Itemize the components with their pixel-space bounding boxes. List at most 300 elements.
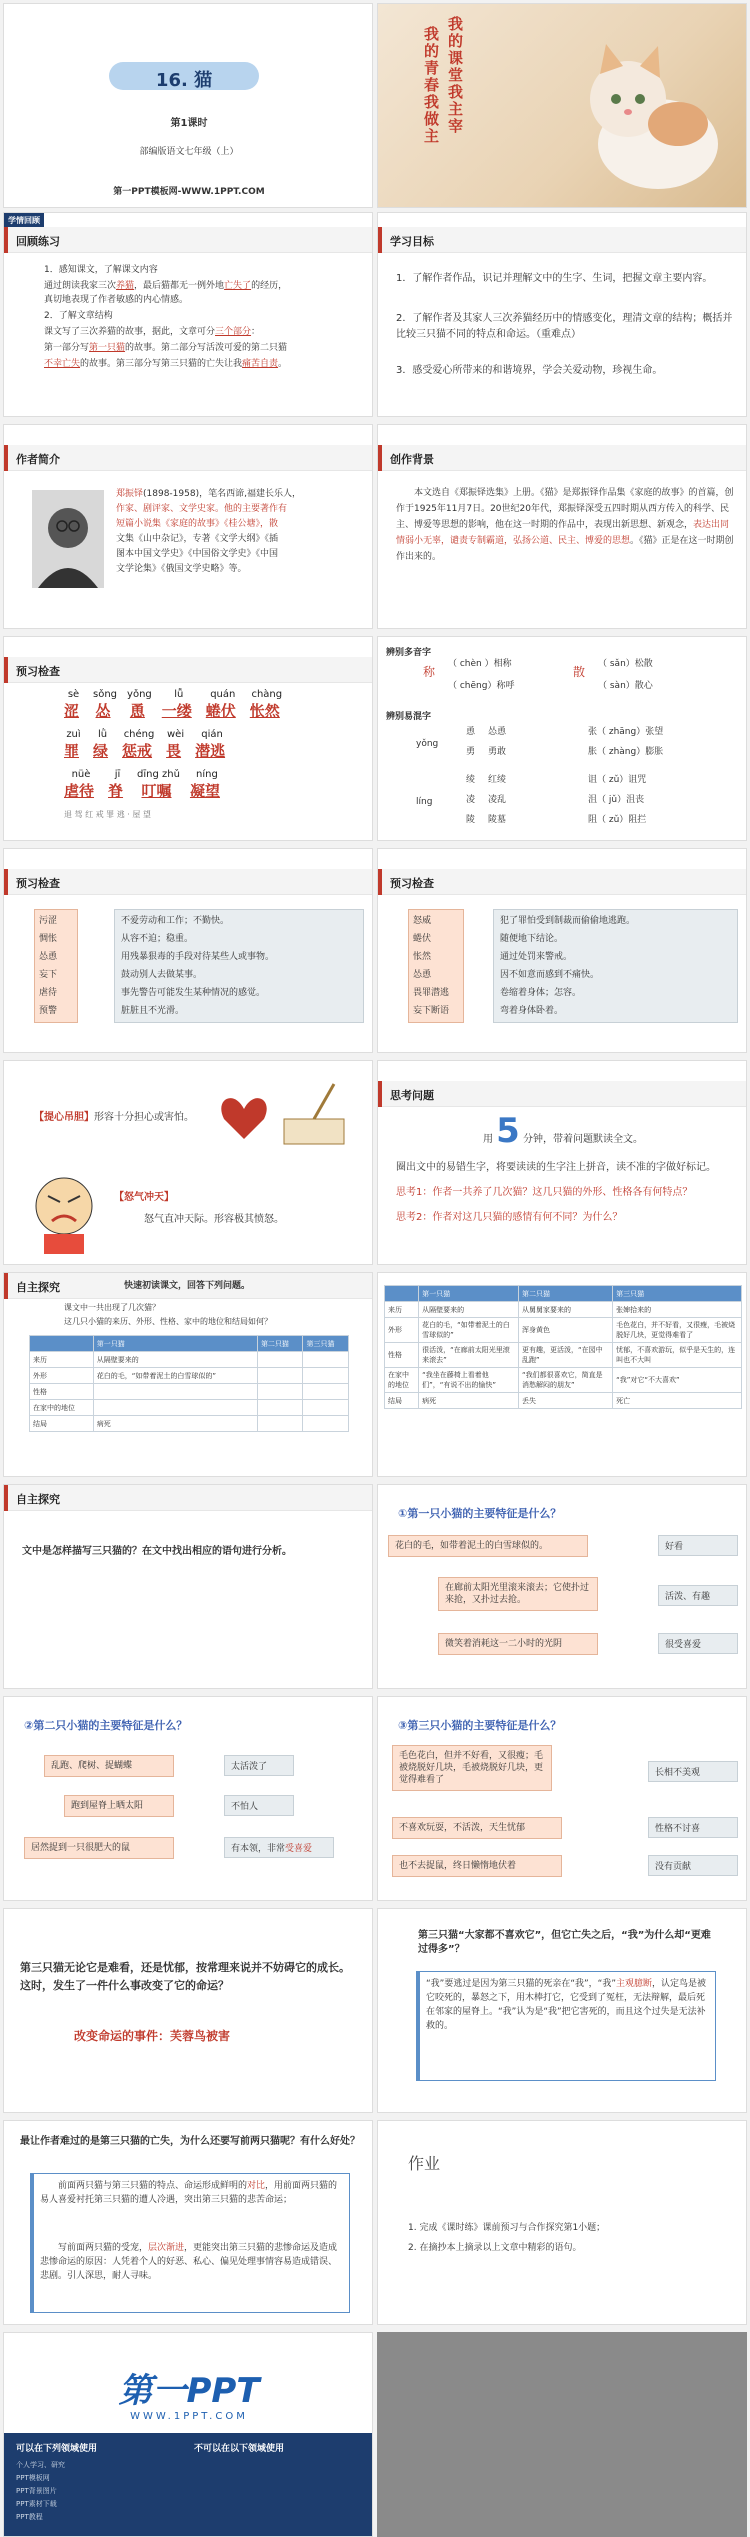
table-q1: 课文中一共出现了几次猫？ <box>64 1303 160 1312</box>
cat-eye-right <box>635 94 645 104</box>
column-header <box>385 1286 419 1302</box>
table-cell: 在家中的地位 <box>30 1400 94 1416</box>
tab-label: 学习目标 <box>390 235 434 248</box>
conf-py-ling: líng <box>416 797 433 807</box>
goal-1: 1．了解作者作品，识记并理解文中的生字、生词，把握文章主要内容。 <box>396 273 713 284</box>
cat-1-answer-3: 很受喜爱 <box>658 1633 738 1654</box>
text: 课文写了三次养猫的故事，据此，文章可分 <box>44 327 216 337</box>
match-left-list <box>408 909 464 1023</box>
text: 。 <box>278 359 288 369</box>
pinyin-cell <box>162 689 196 721</box>
pinyin-row <box>64 689 364 721</box>
cat-patch <box>648 102 708 146</box>
table-cell <box>257 1368 303 1384</box>
review-item-3: 真切地表现了作者敏感的内心情感。 <box>44 295 189 305</box>
cat-2-clue-1: 乱跑、爬树、捉蝴蝶 <box>44 1755 174 1777</box>
hanzi: 蜷伏 <box>205 702 236 720</box>
answer: 亡失了 <box>224 281 252 291</box>
table-cell: “我坐在藤椅上看着他们”，“有说不出的愉快” <box>419 1368 519 1393</box>
table-cell: 浑身黄色 <box>519 1318 613 1343</box>
table-cell: 忧郁，不喜欢游玩，似乎是天生的，连叫也不大叫 <box>613 1343 742 1368</box>
table-cell: 病死 <box>93 1416 257 1432</box>
match-word: 惆怅 <box>39 934 58 944</box>
table-cell <box>303 1352 349 1368</box>
brand-line: PPT教程 <box>16 2513 43 2521</box>
brand-line: 个人学习、研究 <box>16 2461 65 2469</box>
column-header: 第二只猫 <box>519 1286 613 1302</box>
tab-bar <box>378 445 746 471</box>
table-heading: 快速初读课文，回答下列问题。 <box>124 1281 251 1291</box>
can-use-title: 可以在下列领域使用 <box>16 2444 98 2454</box>
tab-polyphonic: 辨别多音字 <box>386 648 432 658</box>
conf-c3: 勇 <box>466 747 476 757</box>
pinyin: níng <box>196 769 218 780</box>
text: 短篇小说集《家庭的故事》《桂公塘》，散 <box>116 519 279 529</box>
text: ，认定鸟是被它咬死的，暴怒之下，用木棒打它，它受到了冤枉，无法辩解，最后死在邻家的屋脊上。“我”认为是“我”把它害死的，而且这个过失是无法补救的。 <box>426 1979 707 2031</box>
poly-char-a: 称 <box>423 665 436 679</box>
review-item-7 <box>44 357 287 371</box>
slide-brand <box>3 2332 373 2537</box>
table-cell: 很活泼，“在廊前太阳光里滚来滚去” <box>419 1343 519 1368</box>
text: 图本中国文学史》《中国俗文学史》《中国 <box>116 549 279 559</box>
goal-2: 2．了解作者及其家人三次养猫经历中的情感变化，理清文章的结构；概括并比较三只猫不同的特点和命运。（重难点） <box>396 313 733 340</box>
table-cell <box>93 1400 257 1416</box>
table-cell: 结局 <box>30 1416 94 1432</box>
table-cell: 外形 <box>30 1368 94 1384</box>
table-cell: 从隔壁要来的 <box>419 1302 519 1318</box>
poly-b1: （ sǎn）松散 <box>598 659 653 669</box>
match-word: 蜷伏 <box>413 934 432 944</box>
table-row <box>385 1302 742 1318</box>
pinyin: sè <box>67 689 80 700</box>
cat-1-clue-1: 花白的毛，如带着泥土的白雪球似的。 <box>388 1535 588 1557</box>
table-header-row <box>30 1336 349 1352</box>
match-word: 怂恿 <box>39 952 58 962</box>
tab-bar <box>4 1485 372 1511</box>
cat-2-clue-2: 跑到屋脊上晒太阳 <box>64 1795 174 1817</box>
text: 通过朗读我家三次 <box>44 281 117 291</box>
review-item-6 <box>44 341 287 355</box>
conf-c1: 恿 <box>466 727 476 737</box>
table-cell <box>303 1416 349 1432</box>
match-right-list <box>493 909 738 1023</box>
text: 表达出同情弱小无辜，谴责专制霸道，弘扬公道、民主、博爱的思想 <box>396 520 730 546</box>
cat-3-clue-1: 毛色花白，但并不好看，又很瘦；毛被烧脱好几块，毛被烧脱好几块，更觉得难看了 <box>392 1745 552 1791</box>
table-cell: 从隔壁要来的 <box>93 1352 257 1368</box>
table-row <box>30 1416 349 1432</box>
text: 写前面两只猫的受宠， <box>58 2243 149 2253</box>
text: ，用前面两只猫的易人喜爱衬托第三只猫的遭人冷遇，突出第三只猫的悲苦命运； <box>40 2181 338 2205</box>
answer: 三个部分 <box>215 327 252 337</box>
match-word: 畏罪潜逃 <box>413 988 450 998</box>
brand-line: PPT模板网 <box>16 2474 50 2482</box>
hanzi: 罪 <box>64 742 80 760</box>
pinyin-cell <box>93 689 117 721</box>
slide-explore-table-filled <box>377 1272 747 1477</box>
conf-f2: 沮（ jǔ）沮丧 <box>588 795 645 805</box>
column-header: 第三只猫 <box>303 1336 349 1352</box>
cat-1-answer-2: 活泼、有趣 <box>658 1585 738 1606</box>
brand-label: 第一PPT模板网-WWW.1PPT.COM <box>113 187 265 197</box>
hanzi: 怅然 <box>249 702 280 720</box>
heart-scale-icon <box>214 1079 364 1159</box>
tab-label: 自主探究 <box>16 1281 60 1294</box>
match-definition: 因不如意而感到不痛快。 <box>500 970 600 980</box>
text: 。《猫》正是在这一时期创作出来的。 <box>396 536 734 562</box>
answer: 养猫 <box>116 281 135 291</box>
pinyin: chéng <box>123 729 155 740</box>
slide-cat-3 <box>377 1696 747 1901</box>
table-cell: 花白的毛，“如带着泥土的白雪球似的” <box>419 1318 519 1343</box>
match-word: 妄下断语 <box>413 1006 450 1016</box>
text: 的经历， <box>251 281 288 291</box>
pinyin-cell <box>166 729 185 761</box>
match-word: 怅然 <box>413 952 432 962</box>
match-word: 妄下 <box>39 970 58 980</box>
pinyin: lǜ <box>97 729 108 740</box>
page-title: 16. 猫 <box>155 70 213 91</box>
cat-2-answer-1: 太活泼了 <box>224 1755 294 1776</box>
tab-label: 作者简介 <box>16 453 60 466</box>
conf-c2: 怂恿 <box>488 727 507 737</box>
text: “我”要逃过是因为第三只猫的死亲在“我”，“我” <box>426 1979 616 1989</box>
table-cell: “我”对它“不大喜欢” <box>613 1368 742 1393</box>
slide-cat-2 <box>3 1696 373 1901</box>
match-word: 虐待 <box>39 988 58 998</box>
column-header: 第一只猫 <box>93 1336 257 1352</box>
hanzi: 脊 <box>108 782 124 800</box>
pinyin-rows <box>64 689 364 820</box>
table-cell: 性格 <box>385 1343 419 1368</box>
pinyin: jī <box>114 769 121 780</box>
hanzi: 怂 <box>95 702 111 720</box>
contrast-p1 <box>40 2179 340 2207</box>
pinyin: qián <box>201 729 223 740</box>
homework-title: 作业 <box>408 2154 441 2173</box>
answer: 痛苦自责 <box>242 359 279 369</box>
cat-2-question: ②第二只小猫的主要特征是什么？ <box>24 1719 188 1732</box>
table-row <box>30 1368 349 1384</box>
text: 前面两只猫与第三只猫的特点、命运形成鲜明的 <box>58 2181 248 2191</box>
slogan-1: 我的课堂我主宰 <box>448 15 464 135</box>
pinyin-cell <box>64 729 83 761</box>
match-definition: 脏脏且不光滑。 <box>121 1006 185 1016</box>
goal-3: 3．感受爱心所带来的和谐境界，学会关爱动物，珍视生命。 <box>396 365 663 376</box>
table-cell: 从舅舅家要来的 <box>519 1302 613 1318</box>
instruction: 圈出文中的易错生字，将要读读的生字注上拼音，读不准的字做好标记。 <box>396 1162 716 1173</box>
slide-explore-table <box>3 1272 373 1477</box>
pinyin-cell <box>93 729 112 761</box>
text: 对比 <box>247 2181 266 2191</box>
match-definition: 鼓动别人去做某事。 <box>121 970 203 980</box>
conf-f1: 诅（ zǔ）诅咒 <box>588 775 647 785</box>
review-item-4: 2．了解文章结构 <box>44 311 113 321</box>
tab-bar <box>4 657 372 683</box>
column-header: 第二只猫 <box>257 1336 303 1352</box>
table-cell <box>257 1384 303 1400</box>
lesson-label: 第1课时 <box>170 118 208 129</box>
slide-cover-right <box>377 3 747 208</box>
homework-1: 1. 完成《课时练》课前预习与合作探究第1小题； <box>408 2223 606 2233</box>
text: 的故事。第二部分写活泼可爱的第二只猫 <box>125 343 288 353</box>
cat-nose <box>624 109 632 115</box>
text: 文集《山中杂记》，专著《文学大纲》《插 <box>116 534 279 544</box>
table-cell: 花白的毛，“如带着泥土的白雪球似的” <box>93 1368 257 1384</box>
slide-review <box>3 212 373 417</box>
cat-1-clue-3: 微笑着消耗这一二小时的光阴 <box>438 1633 598 1655</box>
idiom-label: 【提心吊胆】 <box>34 1112 94 1123</box>
text: 主观臆断 <box>615 1979 652 1989</box>
pinyin-cell <box>64 769 98 801</box>
brand-line: PPT素材下载 <box>16 2500 57 2508</box>
pinyin-row <box>64 769 364 801</box>
conf-d2: 胀（ zhàng）膨胀 <box>588 747 664 757</box>
author-bio <box>116 487 368 577</box>
table-q2: 这几只小猫的来历、外形、性格、家中的地位和结局如何？ <box>64 1317 272 1326</box>
table-cell: 结局 <box>385 1393 419 1409</box>
hanzi: 叮嘱 <box>141 782 172 800</box>
explore-question: 文中是怎样描写三只猫的？在文中找出相应的语句进行分析。 <box>22 1546 292 1557</box>
table-cell: 张婶拾来的 <box>613 1302 742 1318</box>
match-definition: 通过处罚来警戒。 <box>500 952 573 962</box>
cat-1-clue-2: 在廊前太阳光里滚来滚去；它使扑过来抢，又扑过去抢。 <box>438 1577 598 1611</box>
review-item-5 <box>44 325 260 339</box>
pinyin: yǒng <box>127 689 152 700</box>
question-1: 思考1：作者一共养了几次猫？这几只猫的外形、性格各有何特点？ <box>396 1187 693 1198</box>
table-header-row <box>385 1286 742 1302</box>
brand-line: PPT背景图片 <box>16 2487 57 2495</box>
pinyin: dīng zhǔ <box>137 769 180 780</box>
table-row <box>385 1393 742 1409</box>
table-cell <box>257 1400 303 1416</box>
background-text <box>396 485 736 565</box>
cat-1-answer-1: 好看 <box>658 1535 738 1556</box>
table-cell: 来历 <box>385 1302 419 1318</box>
match-word: 怂恿 <box>413 970 432 980</box>
match-definition: 卷缩着身体；怎容。 <box>500 988 582 998</box>
text: 第一部分写 <box>44 343 90 353</box>
brand-logo: 第一PPT <box>118 2371 260 2411</box>
text: ，更能突出第三只猫的悲惨命运及造成悲惨命运的原因：人凭着个人的好恶、私心、偏见处理事情容易造成错误、悲剧。引人深思，耐人寻味。 <box>40 2243 338 2281</box>
fate-question: 第三只猫无论它是难看，还是忧郁，按常理来说并不妨碍它的成长。这时，发生了一件什么事改变了它的命运？ <box>20 1961 350 1992</box>
answer: 不幸亡失 <box>44 359 81 369</box>
minutes-number: 5 <box>496 1111 520 1151</box>
idiom-1 <box>34 1111 194 1125</box>
poly-char-b: 散 <box>573 665 586 679</box>
slide-matching-2 <box>377 848 747 1053</box>
table-cell: 外形 <box>385 1318 419 1343</box>
slide-homework <box>377 2120 747 2325</box>
author-portrait <box>32 490 104 588</box>
answer: 第一只猫 <box>89 343 126 353</box>
text: 完成《课时练》课前预习与合作探究第1小题； <box>419 2223 606 2233</box>
pinyin-row <box>64 729 364 761</box>
table-cell: 更有趣，更活泼，“在园中乱跑” <box>519 1343 613 1368</box>
idiom-2-label: 【怒气冲天】 <box>114 1192 174 1203</box>
pinyin: lǚ <box>174 689 184 700</box>
cat-3-answer-2: 性格不讨喜 <box>648 1817 738 1838</box>
table-cell <box>257 1416 303 1432</box>
cannot-use-title: 不可以在以下领域使用 <box>194 2444 285 2454</box>
match-word: 污涩 <box>39 916 58 926</box>
table-row <box>385 1343 742 1368</box>
tab-label: 自主探究 <box>16 1493 60 1506</box>
table-row <box>385 1318 742 1343</box>
table-cell: 在家中的地位 <box>385 1368 419 1393</box>
table-cell: 毛色花白，并不好看，又很瘦，毛被烧脱好几块，更觉得难看了 <box>613 1318 742 1343</box>
cat-2-answer-2: 不怕人 <box>224 1795 294 1816</box>
match-definition: 事先警告可能发生某种情况的感觉。 <box>121 988 266 998</box>
cat-3-question: ③第三只小猫的主要特征是什么？ <box>398 1719 562 1732</box>
hanzi: 绿 <box>93 742 109 760</box>
conf-e2: 红绫 <box>488 775 507 785</box>
text: 有本领，非常 <box>231 1844 286 1854</box>
text: 文学论集》《俄国文学史略》等。 <box>116 564 247 574</box>
hanzi: 一缕 <box>161 702 192 720</box>
cat-1-question: ①第一只小猫的主要特征是什么？ <box>398 1507 562 1520</box>
tab-label: 预习检查 <box>16 877 60 890</box>
text: ，最后猫都无一例外地 <box>134 281 225 291</box>
homework-2: 2. 在摘抄本上摘录以上文章中精彩的语句。 <box>408 2243 582 2253</box>
slide-thinking <box>377 1060 747 1265</box>
pinyin: nüè <box>71 769 91 780</box>
angry-face-icon <box>24 1166 104 1256</box>
conf-f3: 阻（ zǔ）阻拦 <box>588 815 647 825</box>
table-row <box>385 1368 742 1393</box>
contrast-p2 <box>40 2241 340 2283</box>
conf-e1: 绫 <box>466 775 476 785</box>
match-word: 怒威 <box>413 916 432 926</box>
question-2: 思考2：作者对这几只猫的感情有何不同？为什么？ <box>396 1212 623 1223</box>
pinyin: chàng <box>251 689 283 700</box>
slide-contrast <box>3 2120 373 2325</box>
match-right-list <box>114 909 364 1023</box>
poly-a2: （ chēng）称呼 <box>448 681 515 691</box>
cat-3-clue-3: 也不去捉鼠，终日懒惰地伏着 <box>392 1855 562 1877</box>
column-header: 第三只猫 <box>613 1286 742 1302</box>
text: 分钟，带着问题默读全文。 <box>523 1134 644 1145</box>
hanzi: 畏 <box>166 742 182 760</box>
tab-bar <box>378 227 746 253</box>
table-row <box>30 1352 349 1368</box>
table-cell <box>303 1368 349 1384</box>
author-name: 郑振铎 <box>116 489 144 499</box>
table-cell: 病死 <box>419 1393 519 1409</box>
hanzi: 恿 <box>129 702 145 720</box>
table-cell <box>303 1384 349 1400</box>
blank-panel <box>377 2332 747 2537</box>
review-item-2 <box>44 279 364 293</box>
pinyin-cell <box>127 689 152 721</box>
conf-e4: 凌乱 <box>488 795 507 805</box>
column-header: 第一只猫 <box>419 1286 519 1302</box>
match-word: 预警 <box>39 1006 58 1016</box>
slide-sad-question <box>377 1908 747 2113</box>
text: 在摘抄本上摘录以上文章中精彩的语句。 <box>419 2243 582 2253</box>
pinyin-cell <box>108 769 127 801</box>
cat-3-answer-3: 没有贡献 <box>648 1855 738 1876</box>
slide-background <box>377 424 747 629</box>
text: (1898-1958)，笔名西谛,福建长乐人， <box>143 489 301 499</box>
tab-label: 预习检查 <box>390 877 434 890</box>
brand-lines <box>16 2459 65 2524</box>
pinyin-cell <box>206 689 240 721</box>
brand-url: WWW.1PPT.COM <box>130 2411 248 2422</box>
pinyin: wèi <box>167 729 185 740</box>
slide-polyphonic <box>377 636 747 841</box>
pinyin-cell <box>250 689 284 721</box>
hanzi: 凝望 <box>189 782 220 800</box>
match-definition: 犯了罪怕受到制裁而偷偷地逃跑。 <box>500 916 636 926</box>
cat-3-answer-1: 长相不美观 <box>648 1761 738 1782</box>
slide-explore-question <box>3 1484 373 1689</box>
slide-cat-1 <box>377 1484 747 1689</box>
cat-3-clue-2: 不喜欢玩耍，不活泼，天生忧郁 <box>392 1817 562 1839</box>
tab-label: 预习检查 <box>16 665 60 678</box>
conf-e6: 陵墓 <box>488 815 507 825</box>
review-item-1: 1．感知课文，了解课文内容 <box>44 265 158 275</box>
slide-pinyin <box>3 636 373 841</box>
tab-label: 创作背景 <box>390 453 434 466</box>
conf-e3: 凌 <box>466 795 476 805</box>
slogan-2: 我的青春我做主 <box>424 25 440 145</box>
text: 本文选自《郑振铎选集》上册。《猫》是郑振铎作品集《家庭的故事》的首篇，创作于1925年11月7日。20世纪20年代，郑振铎深受五四时期从西方传入的科学、民主、博爱等思想的影响，他在这一时期的作品中，表现出新思想、新观念， <box>396 488 734 530</box>
timer-line <box>378 1111 747 1151</box>
text: 层次渐进 <box>148 2243 185 2253</box>
table-cell: 来历 <box>30 1352 94 1368</box>
table-cell <box>257 1352 303 1368</box>
column-header <box>30 1336 94 1352</box>
match-definition: 用残暴狠毒的手段对待某些人或事物。 <box>121 952 275 962</box>
tab-bar <box>4 227 372 253</box>
table-cell: 死亡 <box>613 1393 742 1409</box>
slide-cover-left <box>3 3 373 208</box>
edition-label: 部编版语文七年级（上） <box>139 147 239 157</box>
table-cell <box>93 1384 257 1400</box>
pinyin-cell <box>64 689 83 721</box>
conf-e5: 陵 <box>466 815 476 825</box>
tab-bar <box>4 445 372 471</box>
text: 的故事。第三部分写第三只猫的亡失让我 <box>80 359 243 369</box>
table-cell: 丢失 <box>519 1393 613 1409</box>
cat-eye-left <box>611 94 621 104</box>
pinyin-cell <box>195 729 229 761</box>
context-chars: 退 驾 红 戒 罪 逃 · 屋 望 <box>64 810 151 819</box>
match-definition: 随便地下结论。 <box>500 934 564 944</box>
tab-label: 思考问题 <box>390 1089 434 1102</box>
poly-b2: （ sàn）散心 <box>598 681 653 691</box>
slide-author <box>3 424 373 629</box>
cat-2-answer-3 <box>224 1837 334 1858</box>
tab-bar <box>4 869 372 895</box>
tab-bar <box>378 869 746 895</box>
match-left-list <box>34 909 78 1023</box>
hanzi: 潜逃 <box>195 742 226 760</box>
table-cell <box>303 1400 349 1416</box>
tab-bar <box>378 1081 746 1107</box>
conf-d1: 张（ zhāng）张望 <box>588 727 664 737</box>
match-definition: 从容不迫；稳重。 <box>121 934 194 944</box>
table-cell: “我们都很喜欢它，简直是消愁解闷的朋友” <box>519 1368 613 1393</box>
hanzi: 涩 <box>64 702 80 720</box>
idiom-def: 形容十分担心或害怕。 <box>94 1112 194 1123</box>
pinyin: sǒng <box>93 689 118 700</box>
table-row <box>30 1384 349 1400</box>
pinyin-cell <box>122 729 156 761</box>
slide-goals <box>377 212 747 417</box>
match-definition: 弯着身体卧着。 <box>500 1006 564 1016</box>
conf-py-yong: yǒng <box>416 739 439 749</box>
